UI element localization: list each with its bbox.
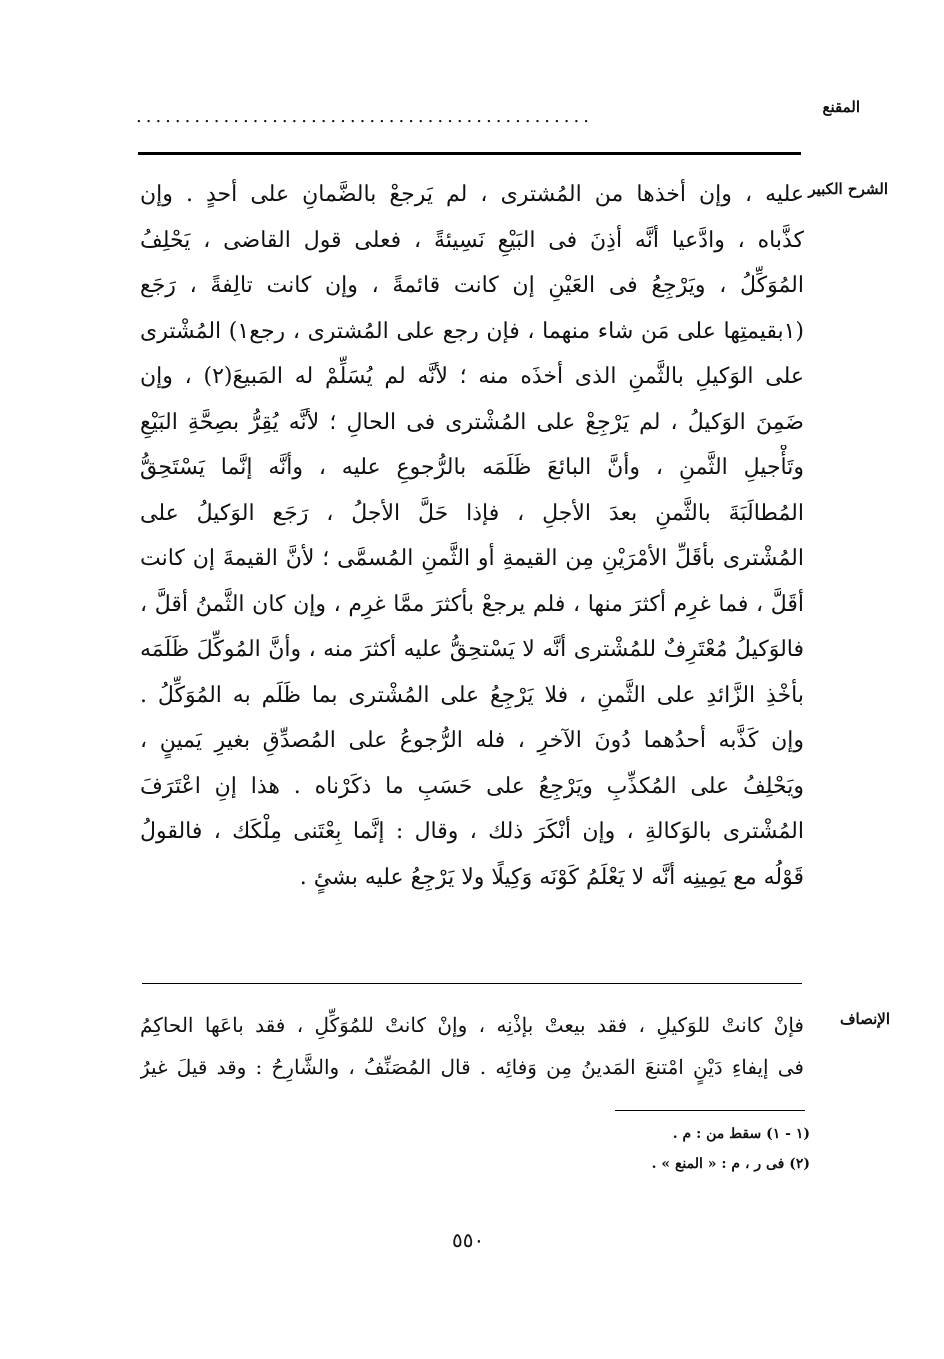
footnote: (٢) فى ر ، م : « المنع » . <box>651 1156 810 1172</box>
page-number: ٥٥٠ <box>452 1228 485 1252</box>
text-line: قَوْلُه مع يَمِينِه أنَّه لا يَعْلَمُ كَوْنَه وَكِيلًا ولا يَرْجِعُ عليه بشئٍ . <box>299 864 804 890</box>
text-line: فإنْ كانتْ للوَكيلِ ، فقد بيعتْ بإذْنِه ، وإنْ كانتْ للمُوَكِّلِ ، فقد باعَها الحاكِمُ <box>140 1013 804 1037</box>
text-line: فى إيفاءِ دَيْنٍ امْتنعَ المَدينُ مِن وَفائِه . قال المُصَنِّفُ ، والشَّارِحُ : وقد قيلَ غيرُ <box>140 1055 804 1079</box>
text-line: عليه ، وإن أخذها من المُشترى ، لم يَرجعْ بالضَّمانِ على أحدٍ . وإن <box>140 182 804 207</box>
text-line: (١بقيمتِها على مَن شاء منهما ، فإن رجع على المُشترى ، رجع١) المُشْترى <box>140 318 804 344</box>
text-line: المُشْترى بالوَكالةِ ، وإن أنْكَرَ ذلك ، وقال : إنَّما بِعْتَنى مِلْكَك ، فالقولُ <box>140 819 804 844</box>
text-line: ضَمِنَ الوَكيلُ ، لم يَرْجِعْ على المُشْترى فى الحالِ ؛ لأنَّه يُقِرُّ بصِحَّةِ البَيْعِ <box>140 409 804 435</box>
text-line: أقَلَّ ، فما غرِم أكثرَ منها ، فلم يرجعْ بأكثرَ ممَّا غرِم ، وإن كان الثَّمنُ أقلَّ ، <box>140 591 804 617</box>
main-text-block <box>140 172 804 900</box>
section-label-sharh: الشرح الكبير <box>808 180 888 198</box>
footnote-rule <box>615 1110 805 1111</box>
insaf-text-block <box>140 1004 804 1088</box>
text-line: وإن كَذَّبه أحدُهما دُونَ الآخرِ ، فله الرُّجوعُ على المُصدِّقِ بغيرِ يَمينٍ ، <box>140 728 804 753</box>
footnote: (١ - ١) سقط من : م . <box>672 1126 810 1142</box>
text-line: بأخْذِ الزَّائدِ على الثَّمنِ ، فلا يَرْجِعُ على المُشْترى بما ظَلَم به المُوَكِّلُ . <box>140 682 804 708</box>
section-divider <box>142 983 802 984</box>
text-line: المُطالَبَةَ بالثَّمنِ بعدَ الأجلِ ، فإذا حَلَّ الأجلُ ، رَجَع الوَكيلُ على <box>140 500 804 526</box>
text-line: كذَّباه ، وادَّعيا أنَّه أذِنَ فى البَيْعِ نَسِيئةً ، فعلى قول القاضى ، يَحْلِفُ <box>140 227 804 253</box>
text-line: ويَحْلِفُ على المُكذِّبِ ويَرْجِعُ على حَسَبِ ما ذكَرْناه . هذا إنِ اعْتَرَفَ <box>140 773 804 799</box>
header-rule <box>138 152 801 155</box>
text-line: المُوَكِّلُ ، ويَرْجِعُ فى العَيْنِ إن كانت قائمةً ، وإن كانت تالِفةً ، رَجَع <box>140 273 804 298</box>
running-header-title: المقنع <box>822 98 860 116</box>
text-line: على الوَكيلِ بالثَّمنِ الذى أخذَه منه ؛ لأنَّه لم يُسَلِّمْ له المَبيعَ(٢) ، وإن <box>140 364 804 389</box>
text-line: فالوَكيلُ مُعْتَرِفٌ للمُشْترى أنَّه لا يَسْتحِقُّ عليه أكثرَ منه ، وأنَّ المُوكِّلَ ظَلَمَه <box>140 637 804 662</box>
text-line: المُشْترى بأقَلِّ الأمْرَيْنِ مِن القيمةِ أو الثَّمنِ المُسمَّى ؛ لأنَّ القيمةَ إن كانت <box>140 546 804 571</box>
section-label-insaf: الإنصاف <box>839 1010 890 1028</box>
text-line: وتَأْجيلِ الثَّمنِ ، وأنَّ البائعَ ظَلَمَه بالرُّجوعِ عليه ، وأنَّه إنَّما يَسْتَحِقُّ <box>140 455 804 480</box>
header-leader-dots: ............................................... <box>136 106 593 127</box>
